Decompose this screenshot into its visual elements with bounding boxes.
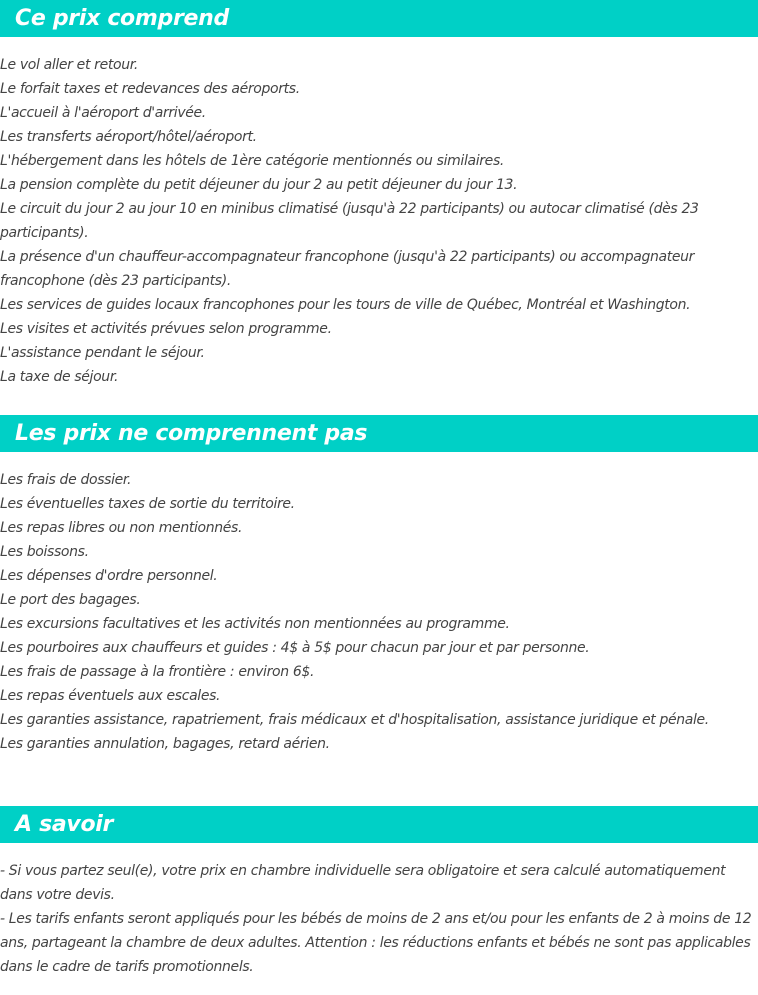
list-item: Les garanties annulation, bagages, retard aérien. <box>0 736 330 752</box>
list-item: Les repas éventuels aux escales. <box>0 688 221 704</box>
section-header-price-includes <box>0 0 758 37</box>
list-item: Le forfait taxes et redevances des aéroports. <box>0 81 300 97</box>
section-title: A savoir <box>15 812 114 837</box>
list-item: L'accueil à l'aéroport d'arrivée. <box>0 105 206 121</box>
list-item: Les frais de dossier. <box>0 472 132 488</box>
list-item: Les garanties assistance, rapatriement, frais médicaux et d'hospitalisation, assistance juridique et pénale. <box>0 712 709 728</box>
list-item: Les pourboires aux chauffeurs et guides : 4$ à 5$ pour chacun par jour et par personne. <box>0 640 590 656</box>
list-item: Les services de guides locaux francophones pour les tours de ville de Québec, Montréal et Washington. <box>0 297 691 313</box>
list-item: Les dépenses d'ordre personnel. <box>0 568 218 584</box>
list-item: Les visites et activités prévues selon programme. <box>0 321 332 337</box>
section-body-good-to-know <box>0 859 756 979</box>
section-body-price-excludes <box>0 468 756 756</box>
section-title: Les prix ne comprennent pas <box>15 421 368 446</box>
list-item: Le port des bagages. <box>0 592 141 608</box>
section-header-price-excludes <box>0 415 758 452</box>
list-item: L'hébergement dans les hôtels de 1ère catégorie mentionnés ou similaires. <box>0 153 504 169</box>
paragraph: - Si vous partez seul(e), votre prix en chambre individuelle sera obligatoire et sera calculé automatiquement dans votre devis. <box>0 863 726 903</box>
paragraph: - Les tarifs enfants seront appliqués pour les bébés de moins de 2 ans et/ou pour les enfants de 2 à moins de 12 ans, partageant la chambre de deux adultes. Attention : les réductions enfants et bébés ne sont pas applicables dans le cadre de tarifs promotionnels. <box>0 911 752 975</box>
list-item: Le vol aller et retour. <box>0 57 138 73</box>
list-item: Les frais de passage à la frontière : environ 6$. <box>0 664 315 680</box>
list-item: Les transferts aéroport/hôtel/aéroport. <box>0 129 257 145</box>
list-item: La pension complète du petit déjeuner du jour 2 au petit déjeuner du jour 13. <box>0 177 518 193</box>
list-item: Les excursions facultatives et les activités non mentionnées au programme. <box>0 616 510 632</box>
list-item: Les éventuelles taxes de sortie du territoire. <box>0 496 295 512</box>
section-title: Ce prix comprend <box>15 6 229 31</box>
list-item: La taxe de séjour. <box>0 369 119 385</box>
section-body-price-includes <box>0 53 756 389</box>
list-item: Le circuit du jour 2 au jour 10 en minibus climatisé (jusqu'à 22 participants) ou autocar climatisé (dès 23 participants). <box>0 201 699 241</box>
list-item: L'assistance pendant le séjour. <box>0 345 205 361</box>
list-item: Les boissons. <box>0 544 89 560</box>
list-item: La présence d'un chauffeur-accompagnateur francophone (jusqu'à 22 participants) ou accompagnateur francophone (dès 23 participants). <box>0 249 695 289</box>
list-item: Les repas libres ou non mentionnés. <box>0 520 243 536</box>
section-header-good-to-know <box>0 806 758 843</box>
